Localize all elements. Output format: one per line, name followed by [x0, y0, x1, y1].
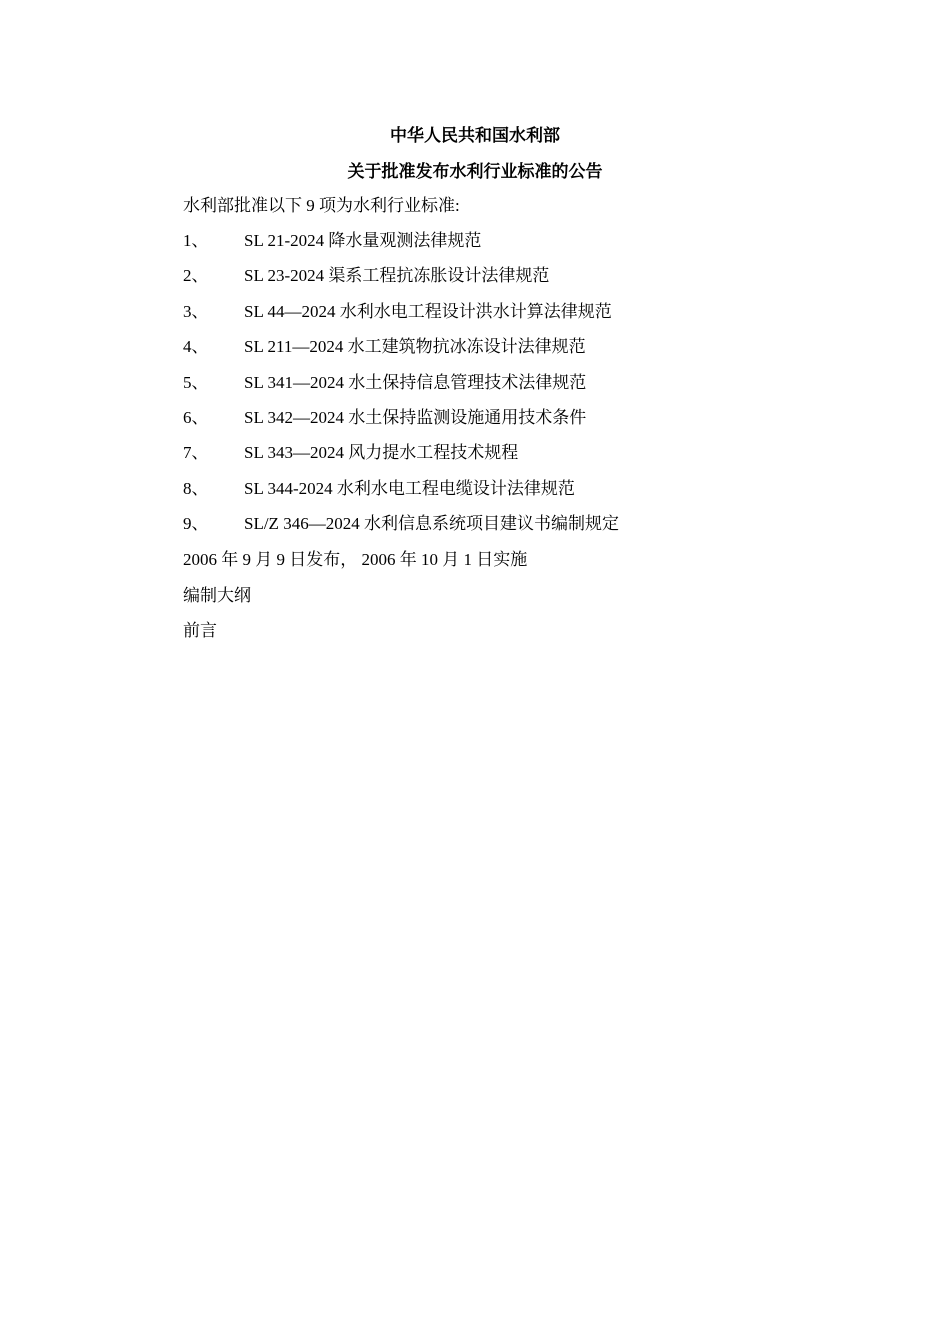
list-item-text: SL 23-2024 渠系工程抗冻胀设计法律规范 [244, 266, 550, 286]
list-item-text: SL 344-2024 水利水电工程电缆设计法律规范 [244, 478, 575, 498]
list-item-text: SL 44—2024 水利水电工程设计洪水计算法律规范 [244, 301, 612, 321]
list-item-text: SL 342—2024 水土保持监测设施通用技术条件 [244, 407, 587, 427]
list-item-number: 6、 [183, 407, 209, 427]
section-heading-preface: 前言 [183, 621, 217, 640]
list-item-text: SL 341—2024 水土保持信息管理技术法律规范 [244, 372, 587, 392]
document-subtitle: 关于批准发布水利行业标准的公告 [347, 162, 603, 181]
list-item [183, 371, 619, 406]
list-item-text: SL/Z 346—2024 水利信息系统项目建议书编制规定 [244, 514, 619, 534]
list-item-number: 5、 [183, 372, 209, 392]
intro-text: 水利部批准以下 9 项为水利行业标准: [183, 196, 460, 215]
publication-date: 2006 年 9 月 9 日发布， 2006 年 10 月 1 日实施 [183, 550, 528, 569]
list-item-number: 7、 [183, 443, 209, 463]
list-item [183, 477, 619, 512]
list-item-text: SL 21-2024 降水量观测法律规范 [244, 231, 482, 250]
list-item [183, 300, 619, 335]
list-item [183, 335, 619, 370]
list-item [183, 512, 619, 547]
list-item-number: 2、 [183, 266, 209, 286]
list-item-number: 1、 [183, 231, 209, 250]
list-item [183, 229, 619, 264]
standards-list [183, 229, 619, 548]
list-item-number: 8、 [183, 478, 209, 498]
list-item-number: 9、 [183, 514, 209, 534]
list-item-number: 3、 [183, 301, 209, 321]
list-item [183, 264, 619, 299]
section-heading-outline: 编制大纲 [183, 586, 251, 605]
list-item [183, 441, 619, 476]
list-item [183, 406, 619, 441]
list-item-text: SL 211—2024 水工建筑物抗冰冻设计法律规范 [244, 337, 586, 357]
list-item-text: SL 343—2024 风力提水工程技术规程 [244, 443, 519, 463]
list-item-number: 4、 [183, 337, 209, 357]
document-title: 中华人民共和国水利部 [390, 126, 560, 145]
